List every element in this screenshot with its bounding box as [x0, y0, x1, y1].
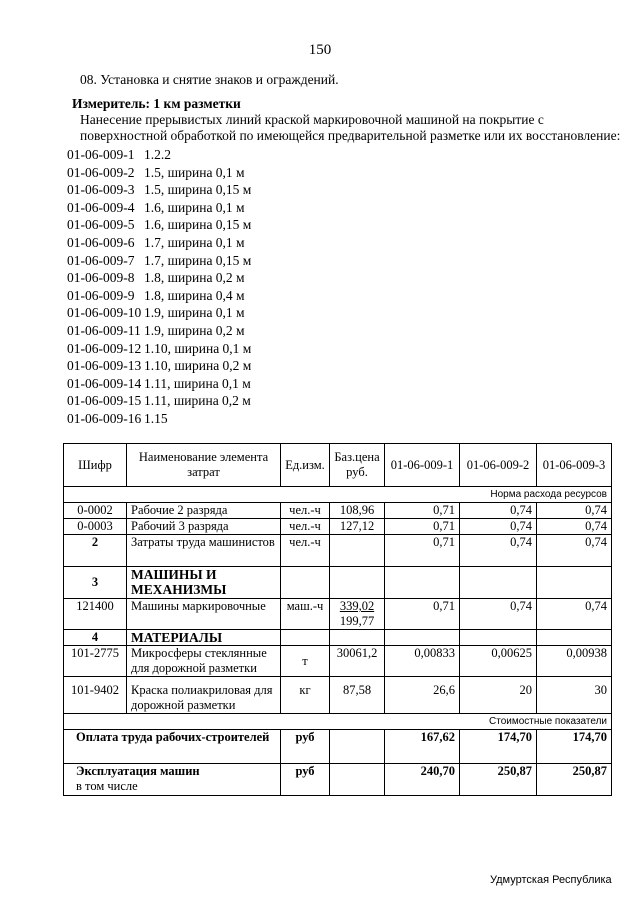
code-text: 1.8, ширина 0,4 м [144, 287, 245, 303]
code-text: 1.5, ширина 0,15 м [144, 182, 252, 198]
code-text: 1.6, ширина 0,1 м [144, 199, 245, 215]
row-unit: чел.-ч [281, 503, 330, 519]
code-text: 1.11, ширина 0,2 м [144, 393, 251, 409]
row-unit: чел.-ч [281, 535, 330, 567]
row-price: 108,96 [330, 503, 385, 519]
code-text: 1.7, ширина 0,1 м [144, 234, 245, 250]
code-list-item [67, 182, 251, 200]
total-row [64, 730, 612, 764]
header-col2: 01-06-009-2 [460, 444, 537, 487]
total-name: Оплата труда рабочих-строителей [64, 730, 281, 764]
row-code: 0-0002 [64, 503, 127, 519]
total-name-text: Эксплуатация машин [76, 764, 200, 778]
code-list-item [67, 341, 251, 359]
norm-label: Норма расхода ресурсов [64, 487, 612, 503]
table-row [64, 630, 612, 646]
group-heading: МАТЕРИАЛЫ [127, 630, 281, 646]
total-unit: руб [281, 730, 330, 764]
row-code: 0-0003 [64, 519, 127, 535]
header-row [64, 444, 612, 487]
row-name: Рабочие 2 разряда [127, 503, 281, 519]
row-unit: кг [281, 677, 330, 714]
row-code: 101-2775 [64, 646, 127, 677]
code-text: 1.6, ширина 0,15 м [144, 217, 252, 233]
code-list [67, 147, 251, 429]
cost-label: Стоимостные показатели [64, 714, 612, 730]
total-v2: 250,87 [460, 764, 537, 796]
header-code: Шифр [64, 444, 127, 487]
row-v2: 0,00625 [460, 646, 537, 677]
total-name [64, 764, 281, 796]
row-name: Затраты труда машинистов [127, 535, 281, 567]
description-line-1: Нанесение прерывистых линий краской маркировочной машиной на покрытие с [80, 112, 544, 127]
total-unit: руб [281, 764, 330, 796]
code-id: 01-06-009-2 [67, 164, 135, 180]
row-name: Краска полиакриловая для дорожной разметки [127, 677, 281, 714]
total-v1: 240,70 [385, 764, 460, 796]
group-heading: МАШИНЫ И МЕХАНИЗМЫ [127, 567, 281, 599]
total-row [64, 764, 612, 796]
header-price: Баз.цена руб. [330, 444, 385, 487]
header-name: Наименование элемента затрат [127, 444, 281, 487]
code-list-item [67, 253, 251, 271]
row-v1: 0,71 [385, 599, 460, 630]
header-col1: 01-06-009-1 [385, 444, 460, 487]
code-list-item [67, 411, 251, 429]
row-unit: чел.-ч [281, 519, 330, 535]
total-v3: 174,70 [537, 730, 612, 764]
code-id: 01-06-009-10 [67, 305, 142, 321]
code-list-item [67, 235, 251, 253]
row-v2: 20 [460, 677, 537, 714]
description-line-2: поверхностной обработкой по имеющейся предварительной разметке или их восстановление: [80, 128, 621, 143]
code-text: 1.5, ширина 0,1 м [144, 164, 245, 180]
old-price: 339,02 [339, 599, 375, 613]
row-name: Микросферы стеклянные для дорожной разметки [127, 646, 281, 677]
code-text: 1.8, ширина 0,2 м [144, 270, 245, 286]
table-row [64, 503, 612, 519]
row-price: 87,58 [330, 677, 385, 714]
table-row [64, 599, 612, 630]
code-text: 1.9, ширина 0,2 м [144, 322, 245, 338]
total-v3: 250,87 [537, 764, 612, 796]
row-v1: 0,71 [385, 503, 460, 519]
row-code: 4 [64, 630, 127, 646]
code-text: 1.9, ширина 0,1 м [144, 305, 245, 321]
code-list-item [67, 147, 251, 165]
row-v1: 0,71 [385, 535, 460, 567]
code-list-item [67, 323, 251, 341]
row-v3: 0,74 [537, 519, 612, 535]
code-text: 1.15 [144, 410, 168, 426]
code-id: 01-06-009-7 [67, 252, 135, 268]
code-id: 01-06-009-8 [67, 270, 135, 286]
row-price [330, 535, 385, 567]
row-v3: 0,74 [537, 535, 612, 567]
code-list-item [67, 288, 251, 306]
code-id: 01-06-009-5 [67, 217, 135, 233]
code-id: 01-06-009-12 [67, 340, 142, 356]
code-text: 1.2.2 [144, 147, 171, 162]
row-v3: 0,74 [537, 599, 612, 630]
row-v2: 0,74 [460, 503, 537, 519]
code-id: 01-06-009-6 [67, 234, 135, 250]
code-list-item [67, 200, 251, 218]
row-price: 127,12 [330, 519, 385, 535]
total-v2: 174,70 [460, 730, 537, 764]
row-v3: 0,74 [537, 503, 612, 519]
measure-unit: Измеритель: 1 км разметки [72, 96, 241, 111]
row-v1: 26,6 [385, 677, 460, 714]
row-name: Рабочий 3 разряда [127, 519, 281, 535]
row-name: Машины маркировочные [127, 599, 281, 630]
code-id: 01-06-009-14 [67, 375, 142, 391]
code-list-item [67, 358, 251, 376]
code-text: 1.10, ширина 0,1 м [144, 340, 252, 356]
table-row [64, 677, 612, 714]
section-title: 08. Установка и снятие знаков и ограждений. [80, 72, 339, 87]
resource-table [63, 443, 612, 796]
code-list-item [67, 376, 251, 394]
table-row [64, 567, 612, 599]
row-v1: 0,71 [385, 519, 460, 535]
table-row [64, 535, 612, 567]
code-list-item [67, 393, 251, 411]
code-id: 01-06-009-1 [67, 147, 135, 162]
table-row [64, 646, 612, 677]
row-v3: 0,00938 [537, 646, 612, 677]
page-number: 150 [308, 42, 332, 58]
row-v2: 0,74 [460, 599, 537, 630]
row-code: 101-9402 [64, 677, 127, 714]
row-code: 2 [64, 535, 127, 567]
row-price: 30061,2 [330, 646, 385, 677]
row-code: 121400 [64, 599, 127, 630]
code-id: 01-06-009-16 [67, 410, 142, 426]
row-unit: т [281, 646, 330, 677]
code-list-item [67, 217, 251, 235]
code-list-item [67, 165, 251, 183]
code-id: 01-06-009-13 [67, 358, 142, 374]
code-list-item [67, 270, 251, 288]
code-id: 01-06-009-9 [67, 287, 135, 303]
incl-label: в том числе [76, 779, 138, 793]
new-price: 199,77 [339, 614, 375, 628]
row-unit: маш.-ч [281, 599, 330, 630]
code-id: 01-06-009-4 [67, 199, 135, 215]
row-price [330, 599, 385, 630]
row-v3: 30 [537, 677, 612, 714]
code-id: 01-06-009-11 [67, 322, 141, 338]
header-col3: 01-06-009-3 [537, 444, 612, 487]
row-code: 3 [64, 567, 127, 599]
total-v1: 167,62 [385, 730, 460, 764]
code-id: 01-06-009-15 [67, 393, 142, 409]
code-text: 1.11, ширина 0,1 м [144, 375, 251, 391]
row-v2: 0,74 [460, 519, 537, 535]
header-unit: Ед.изм. [281, 444, 330, 487]
code-text: 1.10, ширина 0,2 м [144, 358, 252, 374]
table-row [64, 519, 612, 535]
row-v1: 0,00833 [385, 646, 460, 677]
code-list-item [67, 305, 251, 323]
footer-region: Удмуртская Республика [490, 874, 612, 886]
row-v2: 0,74 [460, 535, 537, 567]
code-id: 01-06-009-3 [67, 182, 135, 198]
code-text: 1.7, ширина 0,15 м [144, 252, 252, 268]
